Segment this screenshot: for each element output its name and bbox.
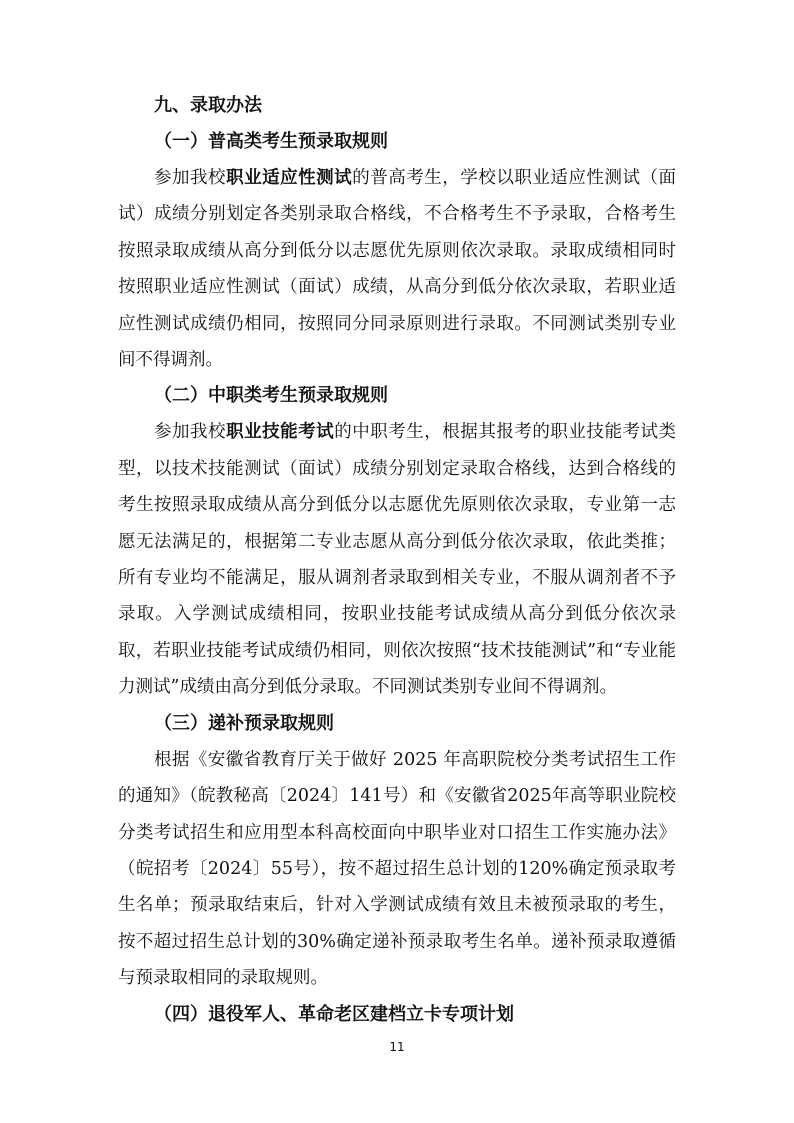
paragraph-3: 根据《安徽省教育厅关于做好 2025 年高职院校分类考试招生工作的通知》（皖教秘高〔2024〕141号）和《安徽省2025年高等职业院校分类考试招生和应用型本科高校面向中职毕业对口招生工作实施办法》（皖招考〔2024〕55号），按不超过招生总计划的120%确定预录取考生名单；预录取结束后，针对入学测试成绩有效且未被预录取的考生，按不超过招生总计划的30%确定递补预录取考生名单。递补预录取遵循与预录取相同的录取规则。 — [118, 749, 676, 989]
subsection-heading-4: （四）退役军人、革命老区建档立卡专项计划 — [154, 1003, 514, 1025]
subsection-heading-1: （一）普高类考生预录取规则 — [154, 131, 388, 152]
bold-term: 职业适应性测试 — [226, 168, 353, 188]
subsection-heading-3: （三）递补预录取规则 — [154, 712, 334, 734]
paragraph-1: 参加我校职业适应性测试的普高考生，学校以职业适应性测试（面试）成绩分别划定各类别录取合格线，不合格考生不予录取，合格考生按照录取成绩从高分到低分以志愿优先原则依次录取。录取成绩相同时按照职业适应性测试（面试）成绩，从高分到低分依次录取，若职业适应性测试成绩仍相同，按照同分同录原则进行录取。不同测试类别专业间不得调剂。 — [118, 168, 677, 371]
bold-term: 职业技能考试 — [226, 422, 335, 443]
section-title: 九、录取办法 — [154, 95, 262, 116]
page-number: 11 — [389, 1040, 405, 1054]
paragraph-2: 参加我校职业技能考试的中职考生，根据其报考的职业技能考试类型，以技术技能测试（面试）成绩分别划定录取合格线，达到合格线的考生按照录取成绩从高分到低分以志愿优先原则依次录取，专业第一志愿无法满足的，根据第二专业志愿从高分到低分依次录取，依此类推；所有专业均不能满足，服从调剂者录取到相关专业，不服从调剂者不予录取。入学测试成绩相同，按职业技能考试成绩从高分到低分依次录取，若职业技能考试成绩仍相同，则依次按照“技术技能测试”和“专业能力测试”成绩由高分到低分录取。不同测试类别专业间不得调剂。 — [118, 422, 677, 698]
subsection-heading-2: （二）中职类考生预录取规则 — [154, 385, 388, 407]
